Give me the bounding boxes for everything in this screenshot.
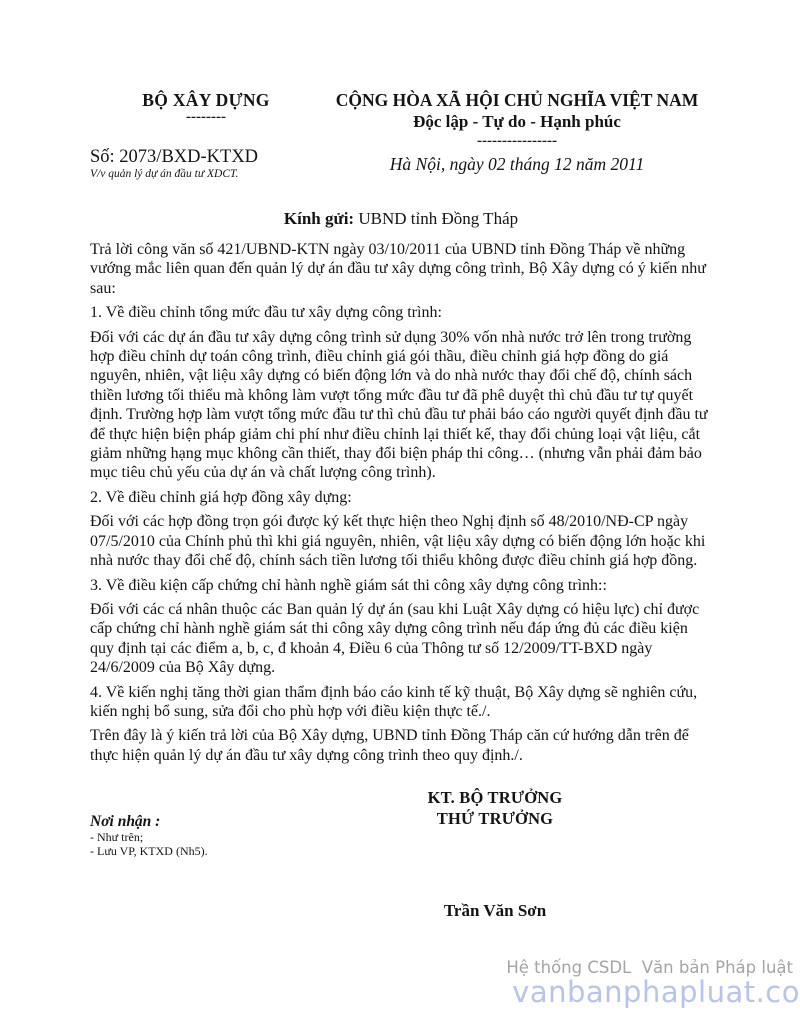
place-and-date: Hà Nội, ngày 02 tháng 12 năm 2011	[389, 154, 645, 174]
section-3-heading: 3. Về điều kiện cấp chứng chỉ hành nghề giám sát thi công xây dựng công trình::	[90, 576, 607, 594]
section-2-paragraph: Đối với các hợp đồng trọn gói được ký kết thực hiện theo Nghị định số 48/2010/NĐ-CP ngày 07/5/2010 của Chính phủ thì khi giá nguyên, nhiên, vật liệu xây dựng có biến động lớn hoặc khi nhà nước thay đổi chế độ, chính sách tiền lương tối thiểu không được điều chỉnh giá hợp đồng.	[90, 513, 706, 570]
document-number: Số: 2073/BXD-KTXD	[90, 147, 259, 167]
document-content	[90, 90, 712, 921]
section-4-paragraph: 4. Về kiến nghị tăng thời gian thẩm định báo cáo kinh tế kỹ thuật, Bộ Xây dựng sẽ nghiên cứu, kiến nghị bổ sung, sửa đổi cho phù hợp với điều kiện thực tế./.	[90, 683, 698, 720]
letterhead	[90, 90, 712, 181]
recipients-label: Nơi nhận :	[90, 813, 161, 831]
motto-divider: ----------------	[477, 133, 557, 149]
signature-section	[90, 788, 712, 921]
closing-paragraph: Trên đây là ý kiến trả lời của Bộ Xây dựng, UBND tỉnh Đồng Tháp căn cứ hướng dẫn trên để thực hiện quản lý dự án đầu tư xây dựng công trình theo quy định./.	[90, 727, 689, 764]
org-divider: --------	[186, 109, 226, 125]
issuing-org-name: BỘ XÂY DỰNG	[142, 90, 270, 110]
section-2-heading: 2. Về điều chỉnh giá hợp đồng xây dựng:	[90, 488, 352, 506]
recipients-item: - Lưu VP, KTXD (Nh5).	[90, 843, 208, 858]
national-title: CỘNG HÒA XÃ HỘI CHỦ NGHĨA VIỆT NAM	[335, 90, 699, 110]
document-body	[90, 240, 712, 765]
signature-block	[335, 788, 655, 921]
letterhead-right-column	[322, 90, 712, 181]
signer-position-line2: THỨ TRƯỞNG	[436, 808, 554, 828]
signer-position-line1: KT. BỘ TRƯỞNG	[427, 788, 563, 808]
paragraph-intro: Trả lời công văn số 421/UBND-KTN ngày 03/10/2011 của UBND tỉnh Đồng Tháp về những vướng mắc liên quan đến quản lý dự án đầu tư xây dựng công trình, Bộ Xây dựng có ý kiến như sau:	[90, 241, 706, 297]
letterhead-left-column	[90, 90, 322, 181]
recipients-item: - Như trên;	[90, 830, 144, 845]
signer-name: Trần Văn Sơn	[443, 901, 547, 921]
recipient-line	[90, 209, 712, 229]
recipient-label: Kính gửi:	[283, 209, 355, 228]
watermark	[506, 958, 800, 1008]
section-1-heading: 1. Về điều chỉnh tổng mức đầu tư xây dựng công trình:	[90, 304, 442, 322]
recipients-block	[90, 788, 335, 921]
document-subject: V/v quản lý dự án đầu tư XDCT.	[90, 168, 239, 180]
section-3-paragraph: Đối với các cá nhân thuộc các Ban quản lý dự án (sau khi Luật Xây dựng có hiệu lực) chỉ được cấp chứng chỉ hành nghề giám sát thi công xây dựng công trình nếu đáp ứng đủ các điều kiện quy định tại các điểm a, b, c, đ khoản 4, Điều 6 của Thông tư số 12/2009/TT-BXD ngày 24/6/2009 của Bộ Xây dựng.	[90, 600, 700, 677]
recipient-name: UBND tỉnh Đồng Tháp	[358, 209, 519, 228]
section-1-paragraph: Đối với các dự án đầu tư xây dựng công trình sử dụng 30% vốn nhà nước trở lên trong trường hợp điều chỉnh dự toán công trình, điều chỉnh giá gói thầu, điều chỉnh giá hợp đồng do giá nguyên, nhiên, vật liệu xây dựng có biến động lớn và do nhà nước thay đổi chế độ, chính sách thiền lương tối thiểu mà không làm vượt tổng mức đầu tư đã phê duyệt thì chủ đầu tư tự quyết định. Trường hợp làm vượt tổng mức đầu tư thì chủ đầu tư phải báo cáo người quyết định đầu tư để thực hiện biện pháp giảm chi phí như điều chỉnh lại thiết kế, thay đổi chủng loại vật liệu, cắt giảm những hạng mục không cần thiết, thay đổi biện pháp thi công… (nhưng vẫn phải đảm bảo mục tiêu chủ yếu của dự án và chất lượng công trình).	[90, 328, 708, 482]
national-motto: Độc lập - Tự do - Hạnh phúc	[413, 112, 621, 131]
watermark-site-url: vanbanphapluat.co	[512, 975, 800, 1009]
watermark-site-title: Hệ thống CSDL Văn bản Pháp luật	[506, 958, 793, 977]
